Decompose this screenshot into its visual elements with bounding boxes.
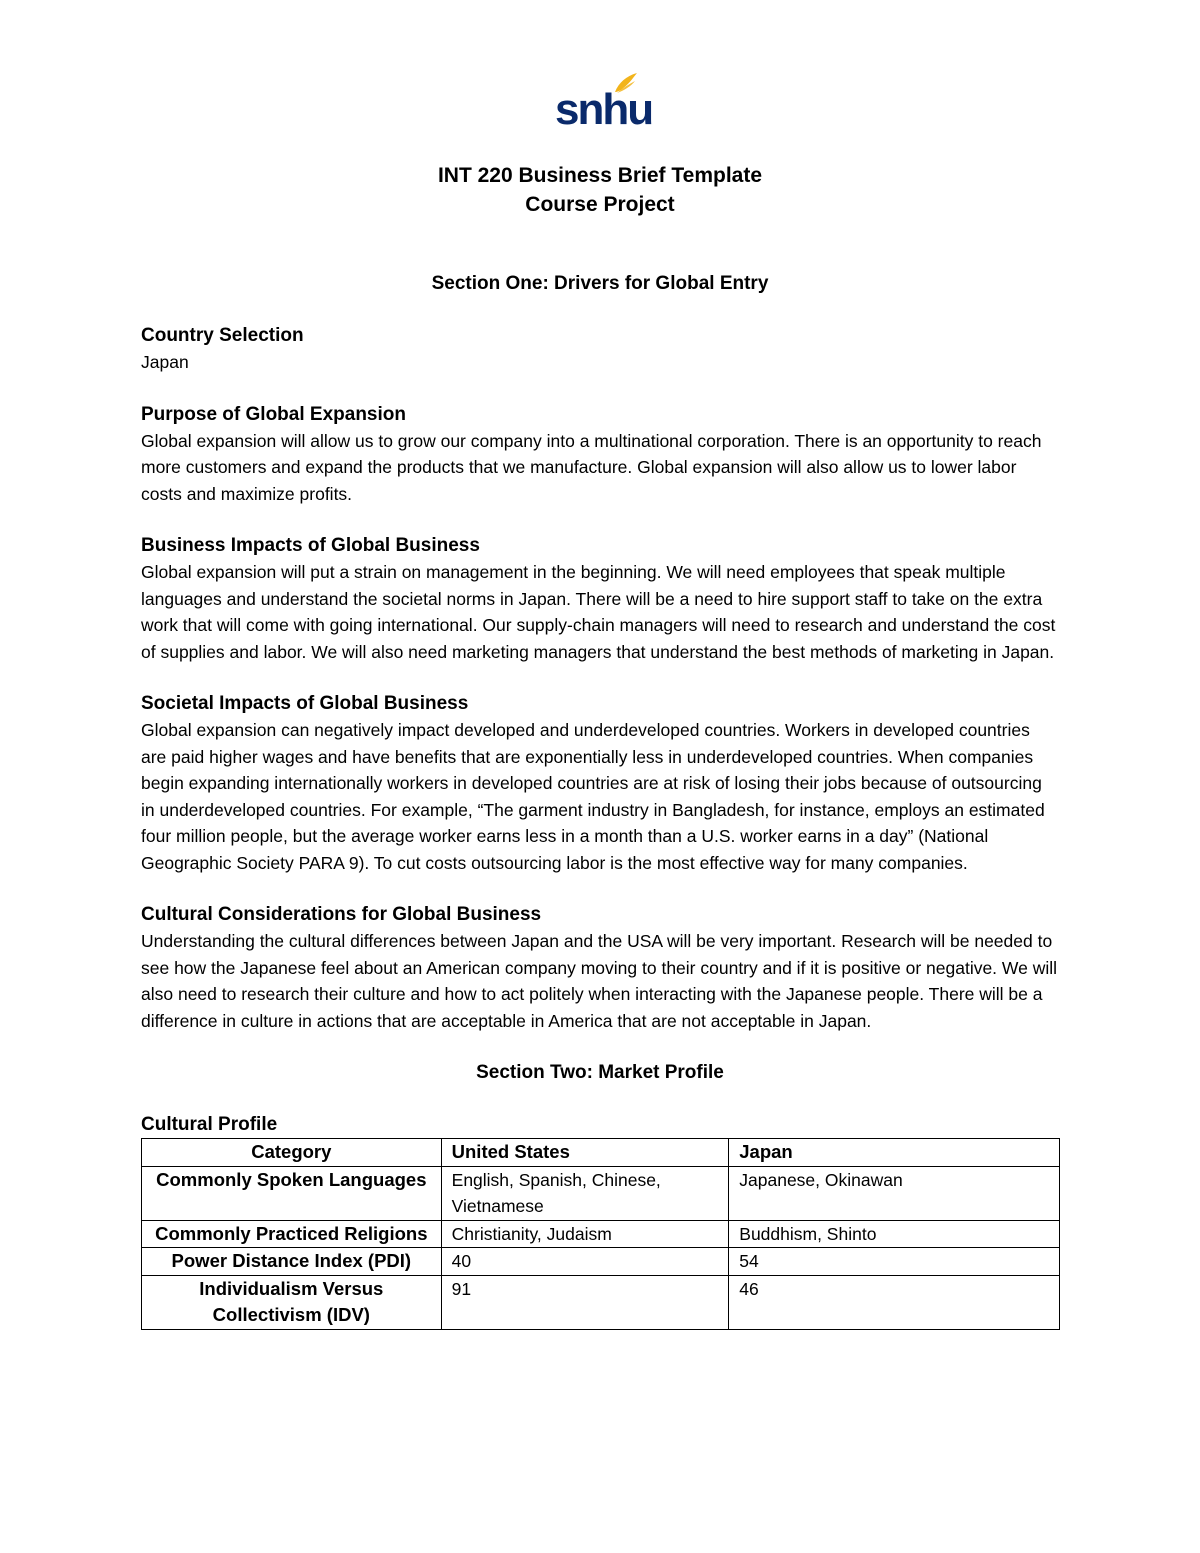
table-header-row	[142, 1139, 1060, 1167]
row-category: Commonly Practiced Religions	[142, 1220, 442, 1248]
cultural-considerations-text: Understanding the cultural differences between Japan and the USA will be very important. Research will be needed to see how the Japanese feel about an American company moving to their country and if it is positive or negative. We will also need to research their culture and how to act politely when interacting with the Japanese people. There will be a difference in culture in actions that are acceptable in America that are not acceptable in Japan.	[141, 931, 1058, 1031]
row-us-value: Christianity, Judaism	[441, 1220, 729, 1248]
header-united-states: United States	[441, 1139, 729, 1167]
document-page	[141, 70, 1059, 1330]
row-japan-value: Japanese, Okinawan	[729, 1166, 1060, 1220]
row-japan-value: 46	[729, 1275, 1060, 1329]
cultural-profile-table	[141, 1138, 1060, 1330]
purpose-heading: Purpose of Global Expansion	[141, 403, 406, 425]
section-one-heading: Section One: Drivers for Global Entry	[431, 273, 769, 294]
section-two-heading: Section Two: Market Profile	[476, 1062, 724, 1083]
row-japan-value: Buddhism, Shinto	[729, 1220, 1060, 1248]
snhu-logo	[555, 70, 653, 134]
table-row	[142, 1166, 1060, 1220]
societal-impacts-text: Global expansion can negatively impact developed and underdeveloped countries. Workers in developed countries are paid higher wages and have benefits that are exponentially less in underdeveloped countries. When companies begin expanding internationally workers in developed countries are at risk of losing their jobs because of outsourcing in underdeveloped countries. For example, “The garment industry in Bangladesh, for instance, employs an estimated four million people, but the average worker earns less in a month than a U.S. worker earns in a day” (National Geographic Society PARA 9). To cut costs outsourcing labor is the most effective way for many companies.	[141, 720, 1045, 873]
business-impacts-heading: Business Impacts of Global Business	[141, 535, 480, 556]
purpose-text: Global expansion will allow us to grow our company into a multinational corporation. There is an opportunity to reach more customers and expand the products that we manufacture. Global expansion will also allow us to lower labor costs and maximize profits.	[141, 430, 1042, 504]
title-line-2: Course Project	[525, 193, 675, 216]
row-us-value: 91	[441, 1275, 729, 1329]
country-selection-text: Japan	[141, 352, 189, 372]
table-row	[142, 1220, 1060, 1248]
logo-text: snhu	[555, 85, 653, 134]
row-us-value: English, Spanish, Chinese, Vietnamese	[441, 1166, 729, 1220]
header-japan: Japan	[729, 1139, 1060, 1167]
cultural-profile-heading: Cultural Profile	[141, 1114, 278, 1135]
row-category: Individualism Versus Collectivism (IDV)	[142, 1275, 442, 1329]
logo-area	[141, 70, 1059, 136]
row-us-value: 40	[441, 1248, 729, 1276]
business-impacts-text: Global expansion will put a strain on management in the beginning. We will need employees that speak multiple languages and understand the societal norms in Japan. There will be a need to hire support staff to take on the extra work that will come with going international. Our supply-chain managers will need to research and understand the cost of supplies and labor. We will also need marketing managers that understand the best methods of marketing in Japan.	[141, 562, 1056, 662]
row-category: Commonly Spoken Languages	[142, 1166, 442, 1220]
document-title	[141, 161, 1059, 219]
societal-impacts-heading: Societal Impacts of Global Business	[141, 693, 469, 714]
row-japan-value: 54	[729, 1248, 1060, 1276]
table-row	[142, 1275, 1060, 1329]
table-row	[142, 1248, 1060, 1276]
country-selection-heading: Country Selection	[141, 325, 304, 346]
cultural-considerations-heading: Cultural Considerations for Global Business	[141, 904, 542, 925]
header-category: Category	[142, 1139, 442, 1167]
row-category: Power Distance Index (PDI)	[142, 1248, 442, 1276]
title-line-1: INT 220 Business Brief Template	[437, 164, 763, 187]
